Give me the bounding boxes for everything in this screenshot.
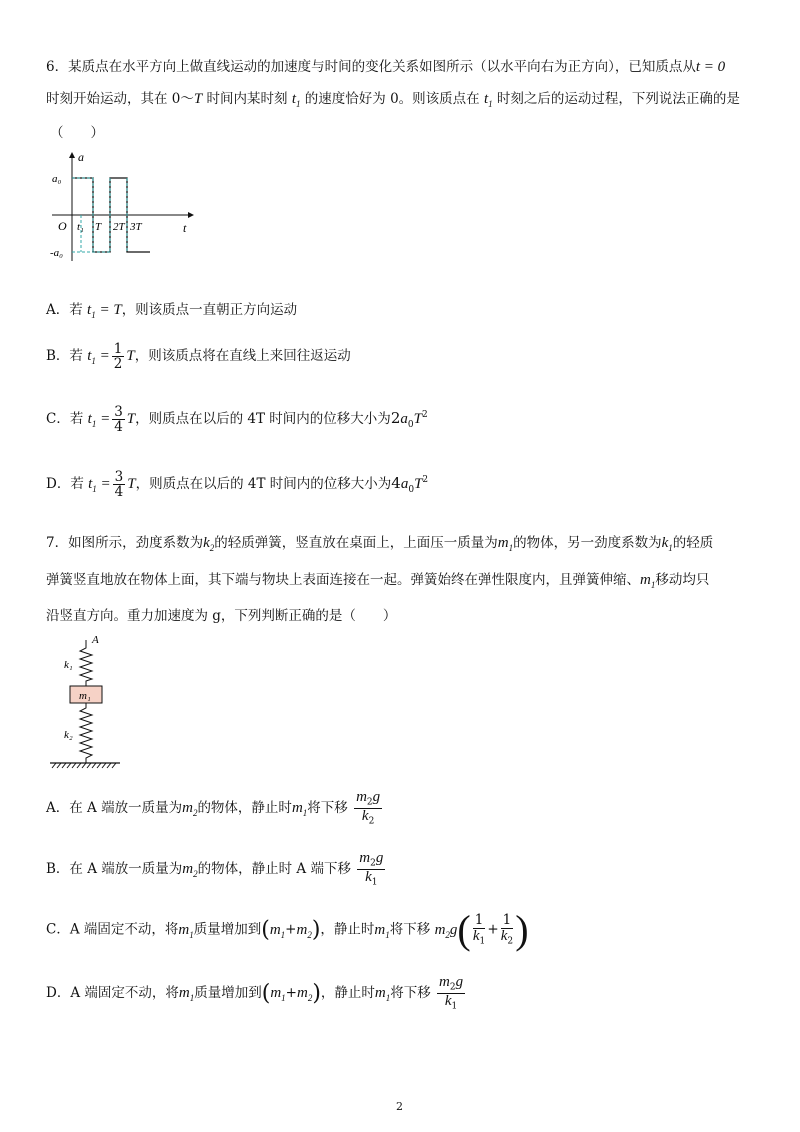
opt-pre: 若 [69,411,84,428]
opt-t3: 将下移 [307,800,348,817]
q7-l2: 弹簧竖直地放在物体上面，其下端与物块上表面连接在一起。弹簧始终在弹性限度内，且弹簧伸缩、 [46,572,640,588]
opt-t3: ，静止时 [320,921,375,938]
q6-stem2b: 时间内某时刻 [202,91,292,107]
tick-T: T [95,221,102,233]
opt-t1: 在 A 端放一质量为 [69,861,183,878]
page-number: 2 [396,1100,403,1113]
tick-3T: 3T [130,221,142,233]
var-t1: $t_1$ [291,91,301,109]
opt-post: ，则质点在以后的 4T 时间内的位移大小为 [135,411,391,428]
opt-label: B． [46,861,70,878]
q6-stem-line1 [46,55,725,76]
q6-number: 6． [46,59,69,75]
q7-l1a: 如图所示，劲度系数为 [68,535,204,551]
upper-spring-k1 [80,640,92,686]
ground-hatching [52,763,116,768]
k1-label: k₁ [64,659,73,671]
opt-t2: 的物体，静止时 [197,800,292,817]
fraction-3-4: $\frac{3}{4}$ [114,469,124,501]
q7-option-c[interactable]: C．A 端固定不动，将$m_1$质量增加到$(m_1+m_2)$，静止时$m_1$将下移 $m_2g$( $\frac{1}{k_1}$ + $\frac{1}{k_2}$ ) [46,907,529,952]
fraction-1-k1: $\frac{1}{k_1}$ [472,912,486,947]
opt-t4: 将下移 [389,921,431,938]
opt-post: ，则质点在以后的 4T 时间内的位移大小为 [135,476,392,493]
var-t1b: $t_1$ [483,91,493,109]
fraction-3-4: $\frac{3}{4}$ [114,404,123,436]
opt-label: A． [46,302,70,318]
fraction-1-k2: $\frac{1}{k_2}$ [500,912,514,947]
opt-pre: 若 [70,476,84,493]
opt-label: C． [46,411,70,428]
q6-option-b[interactable]: B．若 $t_1$ = $\frac{1}{2}$ T，则该质点将在直线上来回往返运动 [46,341,351,373]
k2-label: k₂ [64,729,73,741]
opt-t1: A 端固定不动，将 [69,921,179,938]
var-T: T [193,91,203,107]
lower-spring-k2 [80,703,92,763]
opt-post: ，则该质点一直朝正方向运动 [121,302,298,318]
q6-answer-bracket: （ ） [50,125,104,141]
q7-stem-line1: 7．如图所示，劲度系数为$k_2$的轻质弹簧，竖直放在桌面上，上面压一质量为$m_1$的物体，另一劲度系数为$k_1$的轻质 [46,535,714,553]
math-t1: $t_1$ = [88,476,111,495]
q6-stem2c: 的速度恰好为 0。则该质点在 [300,91,484,107]
point-A-label: A [92,634,99,646]
q7-l1b: 的轻质弹簧，竖直放在桌面上，上面压一质量为 [214,535,498,551]
q6-at-graph [50,148,200,266]
q6-stem2d: 时刻之后的运动过程，下列说法正确的是 [492,91,740,107]
q7-l1c: 的物体，另一劲度系数为 [513,535,662,551]
opt-label: C． [46,921,70,938]
opt-t2: 的物体，静止时 A 端下移 [197,861,351,878]
level-neg-a0: -a₀ [50,247,63,259]
q6-option-c[interactable]: C．若 $t_1$ = $\frac{3}{4}$ T，则质点在以后的 4T 时间内的位移大小为$2a_0T^2$ [46,404,428,436]
tick-t1: t₁ [77,221,84,233]
q7-l2b: 移动均只 [655,572,710,588]
math-t1: $t_1$ = [87,348,110,367]
opt-pre: 若 [69,348,83,365]
opt-label: A． [46,800,70,817]
q6-t0: t = 0 [695,59,726,75]
fraction-1-2: $\frac{1}{2}$ [113,341,123,373]
math-t1: $t_1$ = [87,411,111,430]
q6-stem-line2 [46,87,740,109]
opt-t2: 质量增加到 [194,985,262,1002]
q7-option-b[interactable]: B．在 A 端放一质量为$m_2$的物体，静止时 A 端下移 $\frac{m_2g}{k_1}$ [46,850,384,888]
opt-post: ，则该质点将在直线上来回往返运动 [134,348,351,365]
math-t1-eq-T: $t_1 = T$ [87,302,122,320]
axis-label-a: a [78,150,84,164]
opt-t2: 质量增加到 [193,921,262,938]
math-2a0T2: $2a_0T^2$ [390,409,428,431]
fraction-m2g-k2: $\frac{m_2g}{k_2}$ [356,789,381,827]
q7-spring-figure [46,630,156,775]
axis-label-t: t [183,221,187,235]
fraction-m2g-k1: $\frac{m_2g}{k_1}$ [439,974,464,1012]
q6-stem-text: 某质点在水平方向上做直线运动的加速度与时间的变化关系如图所示（以水平向右为正方向），已知质点从 [68,59,696,75]
opt-label: D． [46,476,71,493]
q6-option-d[interactable]: D．若 $t_1$ = $\frac{3}{4}$ T，则质点在以后的 4T 时间内的位移大小为$4a_0T^2$ [46,469,429,501]
opt-label: B． [46,348,70,365]
opt-label: D． [46,985,71,1002]
level-a0: a₀ [52,173,62,185]
q7-stem-line3: 沿竖直方向。重力加速度为 g，下列判断正确的是（ ） [46,608,397,624]
origin-label: O [58,219,67,233]
opt-pre: 若 [69,302,83,318]
math-4a0T2: $4a_0T^2$ [391,474,429,496]
q7-number: 7． [46,535,69,551]
q6-option-a[interactable] [46,298,297,320]
q7-l1d: 的轻质 [672,535,714,551]
opt-t3: ，静止时 [320,985,375,1002]
q7-option-d[interactable]: D．A 端固定不动，将$m_1$质量增加到$(m_1+m_2)$，静止时$m_1$将下移 $\frac{m_2g}{k_1}$ [46,974,464,1012]
opt-t1: A 端固定不动，将 [70,985,179,1002]
opt-t4: 将下移 [390,985,431,1002]
q7-stem-line2: 弹簧竖直地放在物体上面，其下端与物块上表面连接在一起。弹簧始终在弹性限度内，且弹簧伸缩、$m_1$移动均只 [46,572,710,590]
q6-stem2a: 时刻开始运动，其在 0～ [46,91,194,107]
opt-t1: 在 A 端放一质量为 [69,800,183,817]
fraction-m2g-k1: $\frac{m_2g}{k_1}$ [359,850,384,888]
m1-label: m₁ [79,690,91,702]
tick-2T: 2T [113,221,125,233]
q7-option-a[interactable]: A．在 A 端放一质量为$m_2$的物体，静止时$m_1$将下移 $\frac{m_2g}{k_2}$ [46,789,381,827]
